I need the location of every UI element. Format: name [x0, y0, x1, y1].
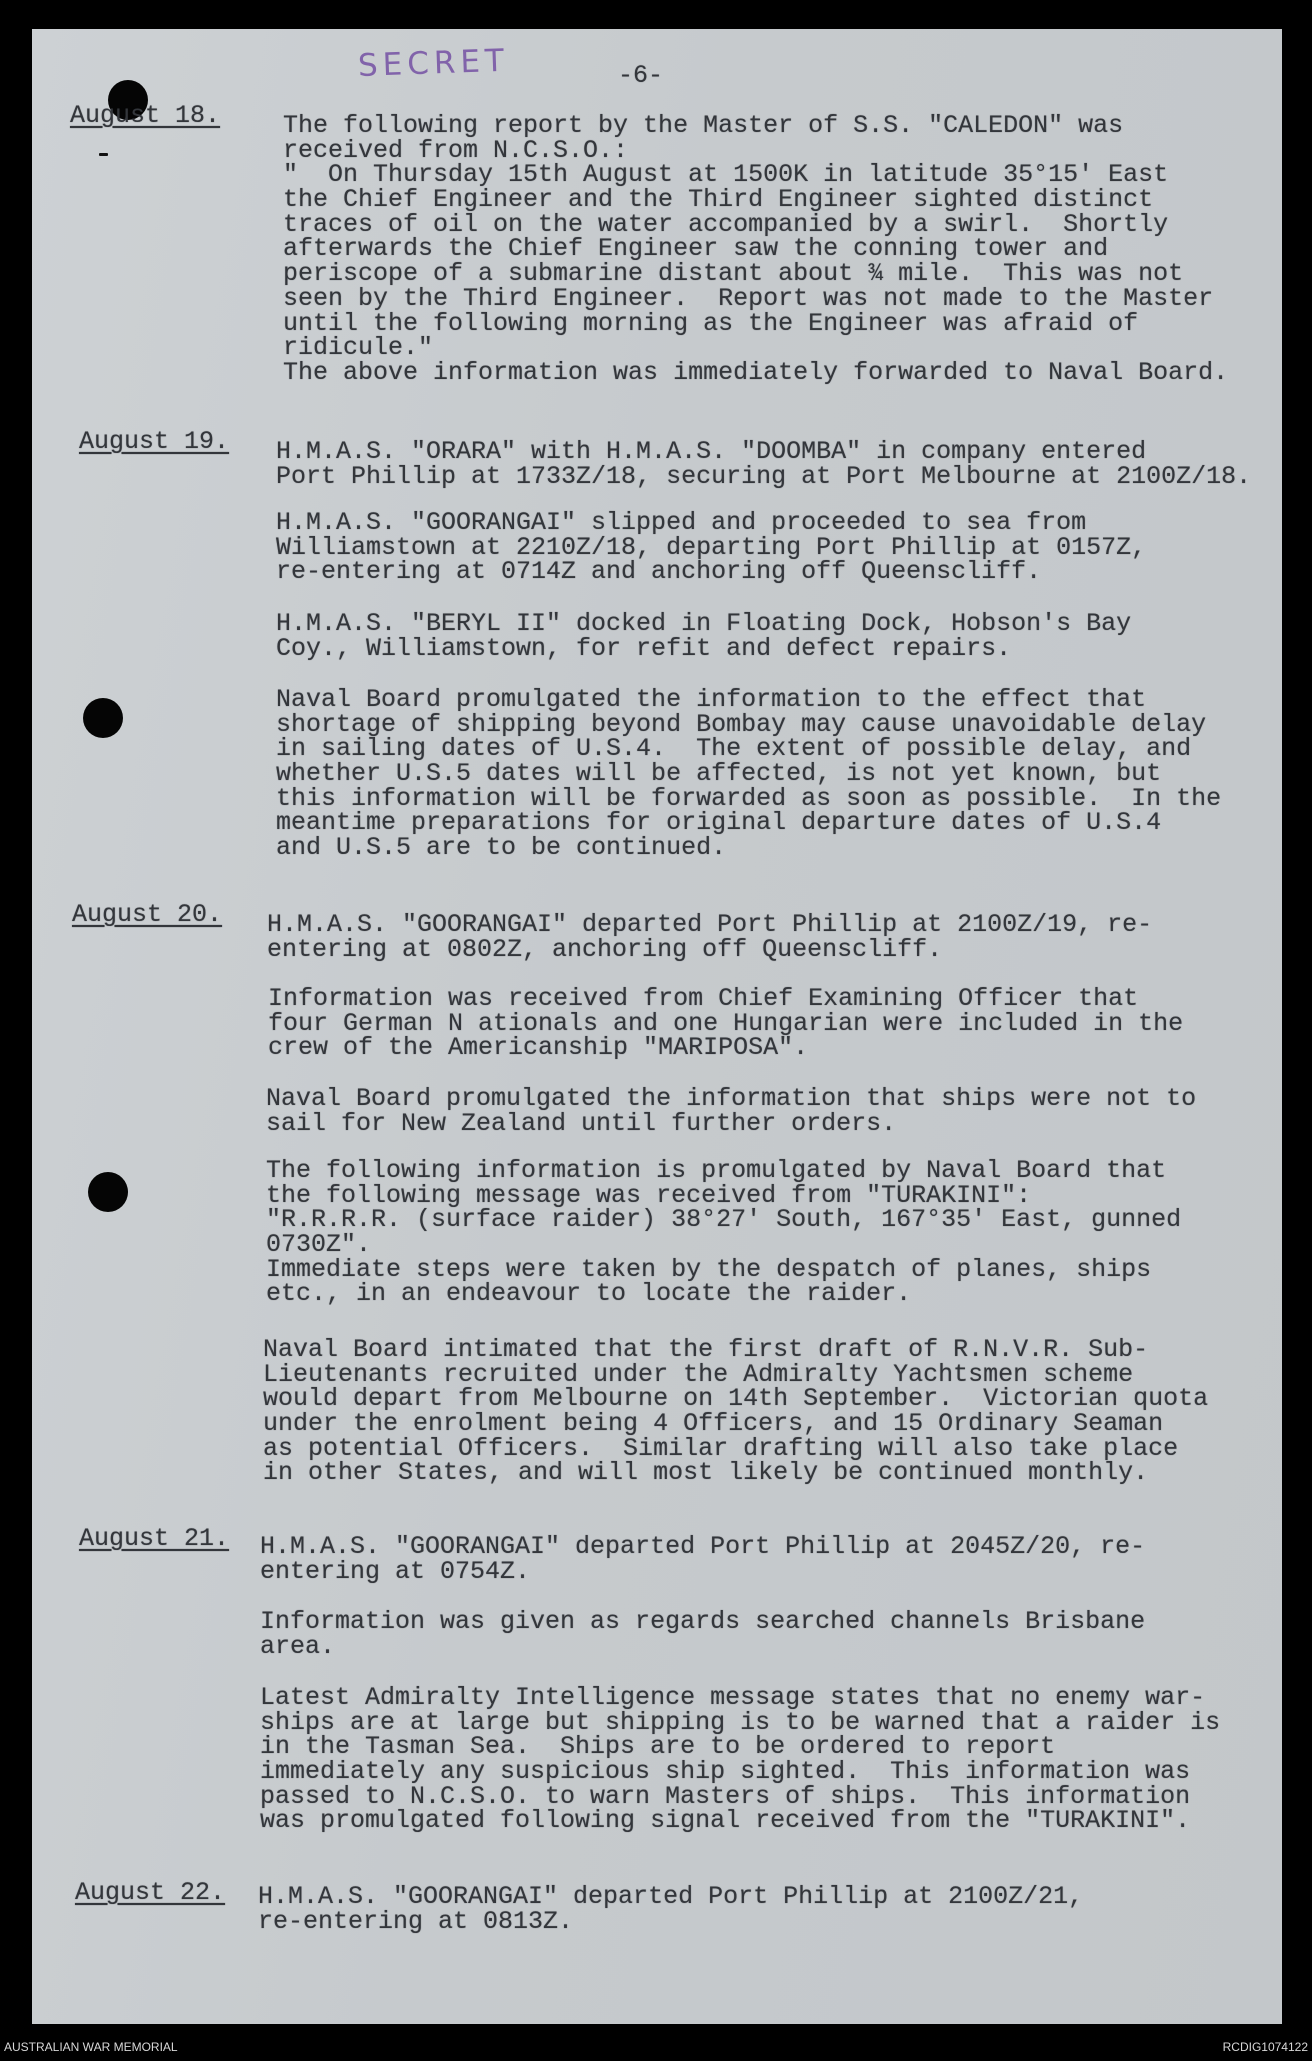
text-line: 0730Z". [266, 1230, 372, 1260]
entry-paragraph [276, 685, 1222, 863]
text-line: this information will be forwarded as soon as possible. In the [276, 783, 1222, 813]
text-line: Naval Board promulgated the information that ships were not to [266, 1084, 1197, 1113]
text-line: ridicule." [283, 333, 434, 363]
text-line: Coy., Williamstown, for refit and defect repairs. [276, 633, 1012, 663]
ink-mark [99, 153, 108, 156]
text-line: H.M.A.S. "ORARA" with H.M.A.S. "DOOMBA" in company entered [276, 437, 1147, 466]
entry-paragraph [258, 1882, 1084, 1936]
text-line: under the enrolment being 4 Officers, and 15 Ordinary Seaman [263, 1409, 1164, 1439]
text-line: periscope of a submarine distant about ¾ mile. This was not [283, 259, 1184, 289]
text-line: traces of oil on the water accompanied by a swirl. Shortly [283, 209, 1169, 239]
text-line: H.M.A.S. "GOORANGAI" departed Port Phillip at 2100Z/21, [258, 1882, 1084, 1911]
text-line: shortage of shipping beyond Bombay may cause unavoidable delay [276, 709, 1207, 739]
text-line: The following report by the Master of S.S. "CALEDON" was [283, 111, 1124, 140]
document-page [32, 29, 1282, 2024]
text-line: H.M.A.S. "GOORANGAI" departed Port Phillip at 2045Z/20, re- [260, 1532, 1146, 1561]
entry-date-august-20: August 20. [72, 900, 223, 929]
entry-paragraph [260, 1607, 1146, 1661]
text-line: the following message was received from "TURAKINI": [266, 1180, 1032, 1210]
entry-paragraph [276, 508, 1147, 587]
text-line: in sailing dates of U.S.4. The extent of possible delay, and [276, 734, 1192, 764]
punch-hole [88, 1172, 128, 1212]
text-line: in the Tasman Sea. Ships are to be ordered to report [260, 1732, 1056, 1762]
text-line: Naval Board promulgated the information to the effect that [276, 685, 1147, 714]
text-line: until the following morning as the Engineer was afraid of [283, 308, 1139, 338]
text-line: Port Phillip at 1733Z/18, securing at Port Melbourne at 2100Z/18. [276, 461, 1252, 491]
text-line: entering at 0802Z, anchoring off Queenscliff. [267, 934, 943, 964]
entry-paragraph [276, 437, 1252, 491]
text-line: The above information was immediately forwarded to Naval Board. [283, 357, 1229, 387]
text-line: would depart from Melbourne on 14th September. Victorian quota [263, 1384, 1209, 1414]
text-line: as potential Officers. Similar drafting will also take place [263, 1433, 1179, 1463]
entry-paragraph [283, 111, 1229, 387]
text-line: afterwards the Chief Engineer saw the conning tower and [283, 234, 1109, 264]
entry-paragraph [268, 984, 1184, 1063]
text-line: passed to N.C.S.O. to warn Masters of ships. This information [260, 1781, 1191, 1811]
text-line: four German N ationals and one Hungarian were included in the [268, 1008, 1184, 1038]
entry-date-august-18: August 18. [70, 101, 221, 130]
text-line: the Chief Engineer and the Third Engineer sighted distinct [283, 185, 1154, 215]
entry-paragraph [260, 1683, 1221, 1836]
text-line: H.M.A.S. "GOORANGAI" slipped and proceeded to sea from [276, 508, 1087, 537]
text-line: " On Thursday 15th August at 1500K in latitude 35°15' East [283, 160, 1169, 190]
text-line: entering at 0754Z. [260, 1556, 531, 1586]
text-line: Information was received from Chief Examining Officer that [268, 984, 1139, 1013]
text-line: ships are at large but shipping is to be warned that a raider is [260, 1707, 1221, 1737]
entry-paragraph [263, 1335, 1209, 1488]
entry-paragraph [276, 609, 1132, 663]
footer-archive-name: AUSTRALIAN WAR MEMORIAL [4, 2040, 178, 2054]
page-number: -6- [618, 61, 664, 90]
text-line: re-entering at 0714Z and anchoring off Queenscliff. [276, 557, 1042, 587]
text-line: in other States, and will most likely be continued monthly. [263, 1458, 1149, 1488]
text-line: sail for New Zealand until further orders. [266, 1108, 897, 1138]
footer-record-id: RCDIG1074122 [1222, 2040, 1308, 2054]
text-line: Williamstown at 2210Z/18, departing Port Phillip at 0157Z, [276, 532, 1147, 562]
entry-date-august-21: August 21. [79, 1524, 230, 1553]
text-line: etc., in an endeavour to locate the raider. [266, 1279, 912, 1309]
text-line: and U.S.5 are to be continued. [276, 833, 727, 863]
text-line: H.M.A.S. "GOORANGAI" departed Port Phillip at 2100Z/19, re- [267, 910, 1153, 939]
entry-paragraph [260, 1532, 1146, 1586]
entry-paragraph [266, 1156, 1182, 1309]
text-line: Information was given as regards searched channels Brisbane [260, 1607, 1146, 1636]
entry-paragraph [266, 1084, 1197, 1138]
secret-stamp: SECRET [357, 42, 510, 84]
text-line: "R.R.R.R. (surface raider) 38°27' South, 167°35' East, gunned [266, 1205, 1182, 1235]
text-line: The following information is promulgated by Naval Board that [266, 1156, 1167, 1185]
text-line: received from N.C.S.O.: [283, 135, 629, 165]
text-line: immediately any suspicious ship sighted. This information was [260, 1757, 1191, 1787]
text-line: area. [260, 1631, 336, 1661]
text-line: Immediate steps were taken by the despatch of planes, ships [266, 1254, 1152, 1284]
text-line: was promulgated following signal received from the "TURAKINI". [260, 1806, 1191, 1836]
text-line: re-entering at 0813Z. [258, 1906, 574, 1936]
entry-date-august-22: August 22. [75, 1878, 226, 1907]
text-line: crew of the Americanship "MARIPOSA". [268, 1033, 809, 1063]
entry-paragraph [267, 910, 1153, 964]
text-line: whether U.S.5 dates will be affected, is not yet known, but [276, 759, 1162, 789]
entry-date-august-19: August 19. [79, 427, 230, 456]
text-line: Latest Admiralty Intelligence message states that no enemy war- [260, 1683, 1206, 1712]
text-line: seen by the Third Engineer. Report was not made to the Master [283, 283, 1214, 313]
text-line: meantime preparations for original departure dates of U.S.4 [276, 808, 1162, 838]
text-line: H.M.A.S. "BERYL II" docked in Floating Dock, Hobson's Bay [276, 609, 1132, 638]
text-line: Lieutenants recruited under the Admiralty Yachtsmen scheme [263, 1359, 1134, 1389]
text-line: Naval Board intimated that the first draft of R.N.V.R. Sub- [263, 1335, 1149, 1364]
punch-hole [83, 698, 123, 738]
